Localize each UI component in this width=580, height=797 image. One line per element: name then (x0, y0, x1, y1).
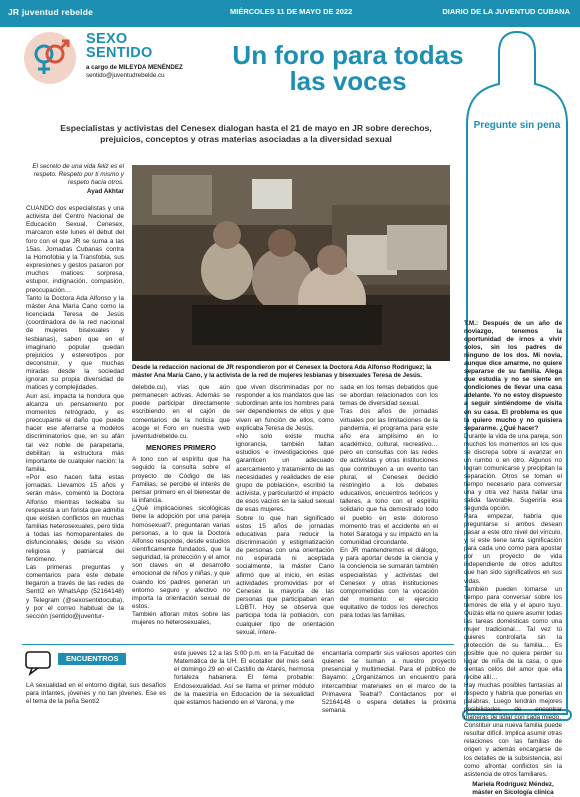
speech-bubble-icon (24, 650, 54, 676)
encuentros-column-1: LA sexualidad en el entorno digital, sus desafíos para infantes, jóvenes y no tan jóvenes. Ese es el tema de la peña Sentí2 (26, 682, 166, 706)
article-deck: Especialistas y activistas del Cenesex dialogan hasta el 21 de mayo en JR sobre derechos, prejuicios, conceptos y otras materias asociadas a la diversidad sexual (60, 123, 432, 144)
section-byline: a cargo de MILEYDA MENÉNDEZ sentido@juventudrebelde.cu (86, 64, 183, 79)
article-column-4: sada en los temas debatidos que se abordan relacionados con los temas de diversidad sexual. Tras dos años de jornadas virtuales por las limitaciones de la pandemia, el programa para este año era amplísimo en lo académico, cultural, recreativo… pero en consultas con las redes de activistas y otras instituciones que contribuyen a un evento tan plural, el Cenesex decidió restringirlo a los debates educativos, encuentros teóricos y talleres, a tono con el espíritu solidario que ha demostrado todo el pueblo en este doloroso momento tras el accidente en el hotel Saratoga y su impacto en la comunidad circundante. En JR mantendremos el diálogo, y para aportar desde la ciencia y la conciencia se sumarán también especialistas y activistas del Cenesex y otras instituciones comprometidas con la vocación del momento: el ejercicio equitativo de todos los derechos para todas las familias. (340, 384, 438, 620)
encuentros-column-3: encantaría compartir sus valiosos aportes con quienes se suman a nuestro proyecto presencial y multimedial. Para el público de Bayamo: ¿Organizamos un encuentro para intercambiar materiales en el marco de la Primavera Teatral? Contáctanos por el 52164148 o espera detalles la próxima semana. (322, 650, 456, 715)
advice-signature: Mariela Rodríguez Méndez, máster en Sicología clínica (472, 780, 554, 796)
sidebar-advice-column: T.M.: Después de un año de noviazgo, tenemos la oportunidad de irnos a vivir solos, sin los padres de ninguno de los dos. Mi novia, aunque dice amarme, no quiere separarse de su familia. Alega que estudia y no se siente en condiciones de llevar una casa adelante. Yo no estoy dispuesto a seguir sintiéndome de visita en su casa. El problema es que la quiero mucho y no quisiera separarme. ¿Qué hacer? Durante la vida de una pareja, son muchos los momentos en los que se discrepa sobre si avanzar en un rumbo o en otro. Algunos no logran comunicarse y precipitan la separación. Otros se toman el tiempo necesario para conversar una y otra vez hasta hallar una salida favorable. Sugeriría esa segunda opción. Para empezar, habría que preguntarse si ambos desean pasar a este otro nivel del vínculo, y si este tiene tanta significación para cada uno como para apostar por un proyecto de vida independiente de otros adultos que han sido significativos en sus vidas. También pueden tomarse un tiempo para conversar sobre los temores de ella y el apuro tuyo. Quizás ella no quiere asumir todas las tareas domésticas como una mujer tradicional… Tal vez tú quieres controlarla sin la protección de su familia… Es posible que no quiera perder su lugar de niña de la casa, o que sientas celos del amor que ella recibe allí… Hay muchas posibles fantasías al respecto y habría que ponerlas en palabras. Luego tendrán mejores posibilidades de encontrar maneras de lidiar con cada miedo. Constituir una nueva familia puede resultar difícil. Implica asumir otras relaciones con las familias de origen y además encargarse de los detalles de la subsistencia, así como afrontar conflictos sin la asistencia de otros familiares. Mariela Rodríguez Méndez, máster en Sicología clínica (464, 320, 562, 796)
article-headline: Un foro para todas las voces (232, 40, 464, 96)
article-column-1: CUANDO dos especialistas y una activista del Centro Nacional de Educación Sexual, Cenesex, marcaron este lunes el debut del foro con el que JR se suma a las 15as. Jornadas Cubanas contra la Homofobia y la Transfobia, sus expresiones y gestos pasaron por muchos matices: sorpresa, estupor, indignación, compasión, preocupación… Tanto la Doctora Ada Alfonso y la máster Ana María Cano como la licenciada Teresa de Jesús (coordinadora de la red nacional de mujeres bisexuales y lesbianas), saben que en el imaginario popular quedan prejuicios y estereotipos por deconstruir, y que muchas miradas desde la sociedad ignoran su propia diversidad de matices y complejidades. Aun así, impacta la hondura que alcanza un pensamiento por momentos retrógrado, y es preocupante el daño que puede hacer ese aferrarse a modelos discriminatorios que, en su afán tal vez noble de parapetarla, debilitan la estructura más importante de cualquier nación: la familia. «Por eso hacen falta estas jornadas. Llevamos 15 años y serán más», comentó la Doctora Alfonso mientras tecleaba su respuesta a un forista que admitía que existen conflictos en muchas familias heterosexuales, pero tilda a todas las homoparentales de disfuncionales, desde su visión religiosa y patriarcal del fenómeno. Las primeras preguntas y comentarios para este debate llegaron a través de las redes de Sentí2 en WhatsApp (52164148) y Telegram (@sexosentidocuba), y por el correo habitual de la sección (sentido@juventur- (26, 205, 124, 620)
article-column-2: delebde.cu), vías que aún permanecen activas. Además se puede participar directamente escribiendo en el cajón de comentarios de la noticia que acoge el Foro en nuestra web juventudrebelde.cu. MENORES PRIMERO A tono con el espíritu que ha seguido la consulta sobre el proyecto de Código de las Familias, se percibe el interés de pensar primero en el bienestar de la infancia. ¿Qué implicaciones sicológicas tiene la adopción por una pareja homosexual?, preguntaran varias personas, a lo que la Doctora Alfonso responde, desde estudios científicamente fundados, que la seguridad, la protección y el amor son claves en el desarrollo emocional de niños y niñas, y que cuando los padres generan un entorno seguro y afectivo no importa la orientación sexual de estos. También afloran mitos sobre las mujeres no heterosexuales, (132, 384, 230, 627)
gender-symbols-icon (24, 32, 76, 84)
section-title: SEXO SENTIDO (86, 31, 153, 61)
sidebar-title: Pregunte sin pena (473, 120, 561, 131)
epigraph: El secreto de una vida feliz es el respeto. Respeto por ti mismo y respeto hacia otros. Ayad Akhtar (32, 163, 124, 195)
reader-question: T.M.: Después de un año de noviazgo, tenemos la oportunidad de irnos a vivir solos, sin los padres de ninguno de los dos. Mi novia, aunque dice amarme, no quiere separarse de su familia. Alega que estudia y no se siente en condiciones de llevar una casa adelante. Yo no estoy dispuesto a seguir sintiéndome de visita en su casa. El problema es que la quiero mucho y no quisiera separarme. ¿Qué hacer? (464, 320, 562, 432)
section-logo (24, 32, 76, 84)
photo-illustration (132, 165, 450, 361)
paper-slogan: DIARIO DE LA JUVENTUD CUBANA (442, 7, 570, 16)
section-divider (22, 644, 454, 645)
encuentros-column-2: este jueves 12 a las 5:00 p.m. en la Facultad de Matemática de la UH. El ecotaller del mes será el domingo 29 en el Castillo de Atarés, hermosa fortaleza habanera. El tema probable: Endosexualidad. Así se llama el primer módulo de la maestría en Educación de la sexualidad que estamos haciendo en el Varona, y me (174, 650, 314, 706)
subheading: MENORES PRIMERO (145, 445, 216, 453)
article-photo (132, 165, 450, 361)
newspaper-brand: JR juventud rebelde (8, 7, 94, 17)
photo-caption: Desde la redacción nacional de JR respondieron por el Cenesex la Doctora Ada Alfonso Rodríguez; la máster Ana María Cano, y la activista de la red de mujeres lesbianas y bisexuales Teresa de Jesús. (132, 364, 432, 379)
article-column-3: que viven discriminadas por no responder a los mandatos que las subordinan ante los hombres para ser dependientes de ellos y que viven en función de ellos, como explicaba Teresa de Jesús. «No solo existe mucha ignorancia, también faltan estudios e investigaciones que garanticen un adecuado acercamiento y tratamiento de las necesidades y realidades de ese grupo de población», escribió la activista, y particularizó el impacto de esos vacíos en la salud sexual de esas mujeres. Sobre lo que han significado estos 15 años de jornadas educativas para reducir la discriminación y estigmatización de personas con una orientación no esperada ni aceptada socialmente, la máster Cano afirmó que al inicio, en estas actividades promovidas por el Cenesex la mayoría de las personas que participaban eran LGBTI. Hoy se observa que participa toda la población, con cualquier tipo de orientación sexual, intere- (236, 384, 334, 636)
encuentros-tag: ENCUENTROS (58, 653, 126, 665)
top-bar (0, 0, 580, 27)
issue-date: MIÉRCOLES 11 DE MAYO DE 2022 (230, 7, 353, 16)
